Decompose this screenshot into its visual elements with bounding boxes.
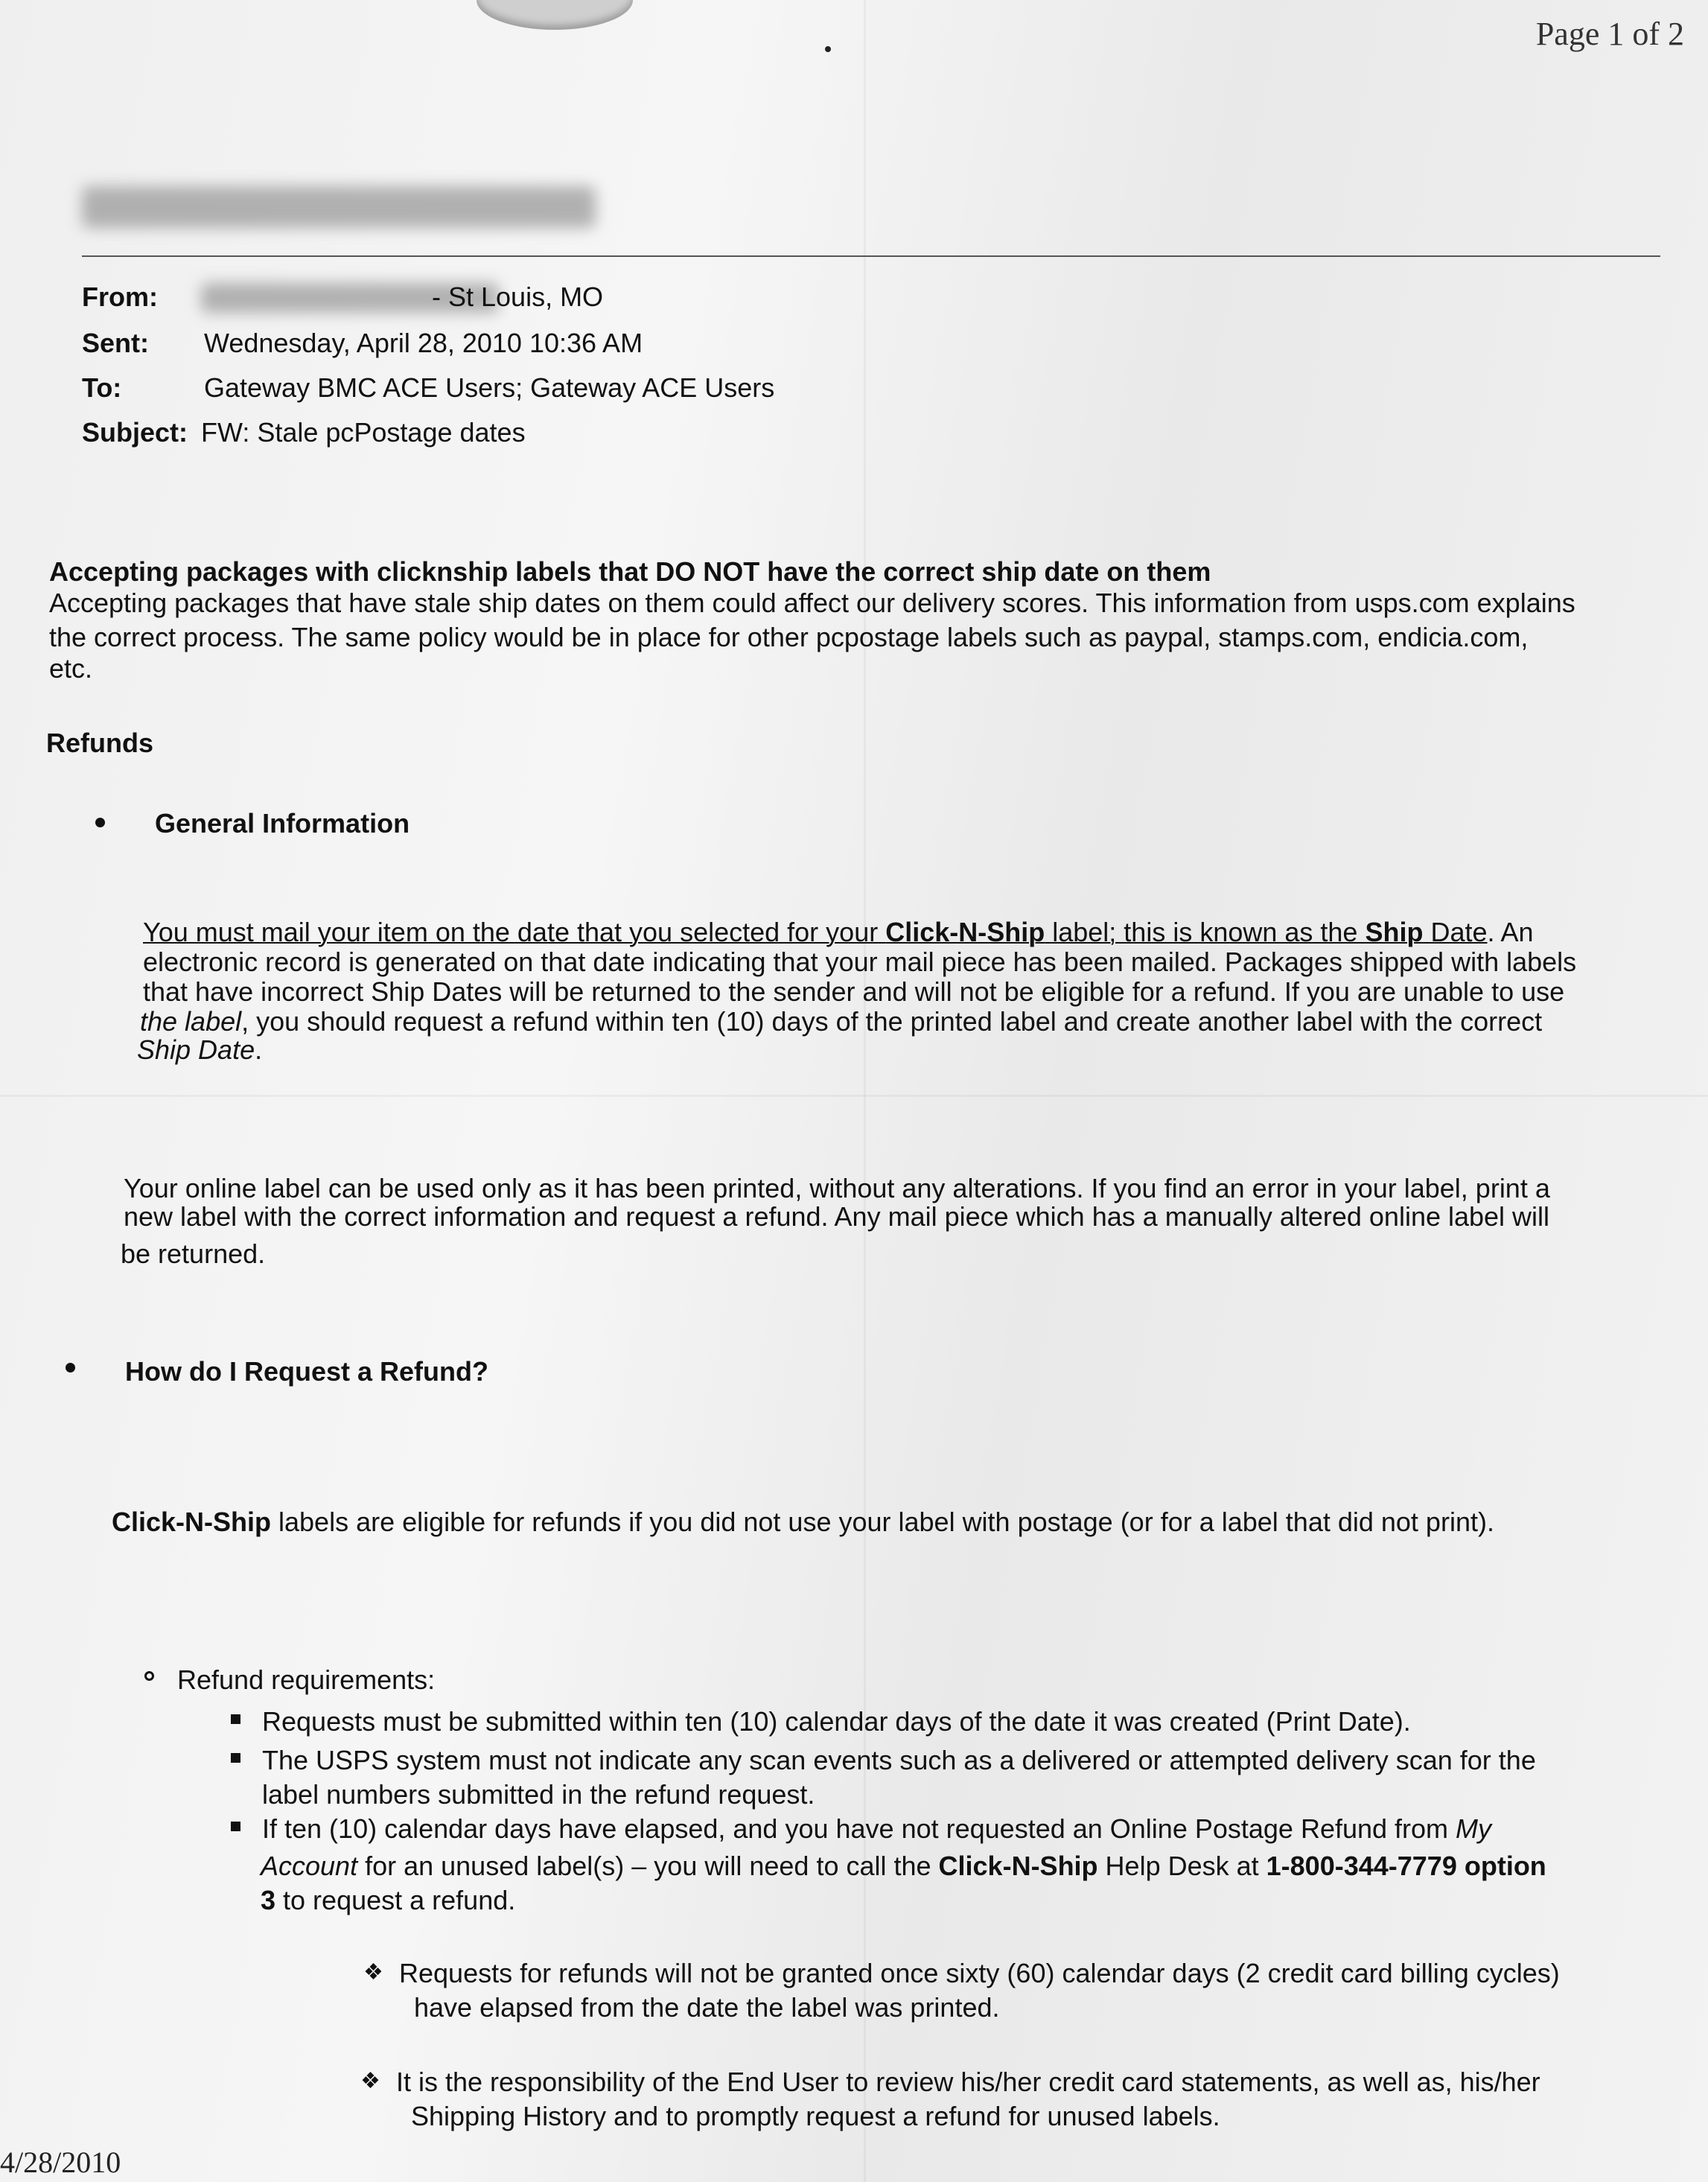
sent-label: Sent: — [82, 328, 149, 358]
fold-crease-horizontal — [0, 1095, 1708, 1097]
general-info-heading: General Information — [155, 808, 410, 839]
general-p2-line-1: Your online label can be used only as it has been printed, without any alterations. If you find an error in your label, print a — [124, 1173, 1550, 1203]
requirements-label: Refund requirements: — [177, 1664, 436, 1695]
from-value: - St Louis, MO — [432, 282, 604, 312]
requirement-1: Requests must be submitted within ten (10) calendar days of the date it was created (Print Date). — [262, 1706, 1411, 1737]
bullet-icon — [95, 818, 105, 827]
intro-heading: Accepting packages with clicknship labels that DO NOT have the correct ship date on them — [49, 556, 1211, 587]
note-1-line-1: Requests for refunds will not be granted once sixty (60) calendar days (2 credit card billing cycles) — [399, 1958, 1560, 1988]
general-p1-line-4: the label, you should request a refund within ten (10) days of the printed label and create another label with the correct — [140, 1006, 1543, 1037]
refunds-heading: Refunds — [46, 728, 153, 758]
note-2-line-1: It is the responsibility of the End User to review his/her credit card statements, as well as, his/her — [396, 2067, 1540, 2097]
date-stamp: 4/28/2010 — [0, 2146, 121, 2179]
square-bullet-icon — [231, 1714, 240, 1724]
general-p1-line-3: that have incorrect Ship Dates will be returned to the sender and will not be eligible for a refund. If you are unable to use — [143, 976, 1565, 1007]
requirement-2-line-2: label numbers submitted in the refund request. — [262, 1779, 815, 1810]
square-bullet-icon — [231, 1822, 240, 1831]
square-bullet-icon — [231, 1753, 240, 1763]
page-number: Page 1 of 2 — [1535, 16, 1684, 52]
open-bullet-icon — [144, 1671, 154, 1681]
requirement-2-line-1: The USPS system must not indicate any scan events such as a delivered or attempted delivery scan for the — [262, 1745, 1536, 1775]
from-label: From: — [82, 282, 158, 312]
general-p1-line-2: electronic record is generated on that date indicating that your mail piece has been mailed. Packages shipped with labels — [143, 947, 1577, 977]
general-p1-line-1: You must mail your item on the date that you selected for your Click-N-Ship label; this is known as the Ship Date. An — [143, 917, 1534, 947]
subject-value: FW: Stale pcPostage dates — [201, 417, 526, 448]
ink-speck — [825, 46, 831, 52]
header-sent — [82, 328, 643, 359]
requirement-3-line-3: 3 to request a refund. — [261, 1885, 516, 1915]
to-label: To: — [82, 372, 122, 403]
requirement-3-line-1: If ten (10) calendar days have elapsed, and you have not requested an Online Postage Refund from My — [262, 1813, 1492, 1844]
intro-line-1: Accepting packages that have stale ship dates on them could affect our delivery scores. This information from usps.com explains — [49, 588, 1575, 618]
paper-tear — [477, 0, 633, 30]
header-from — [82, 282, 604, 313]
requirement-3-line-2: Account for an unused label(s) – you will need to call the Click-N-Ship Help Desk at 1-800-344-7779 option — [261, 1851, 1546, 1881]
general-p2-line-2: new label with the correct information and request a refund. Any mail piece which has a manually altered online label will — [124, 1201, 1550, 1232]
diamond-bullet-icon: ❖ — [360, 2069, 380, 2093]
subject-label: Subject: — [82, 417, 188, 448]
header-divider — [82, 255, 1660, 257]
bullet-icon — [66, 1363, 75, 1373]
request-heading: How do I Request a Refund? — [125, 1356, 489, 1387]
header-subject — [82, 417, 526, 448]
general-p2-line-3: be returned. — [121, 1238, 266, 1269]
header-to — [82, 372, 775, 404]
eligibility-text: Click-N-Ship labels are eligible for refunds if you did not use your label with postage (or for a label that did not print). — [112, 1507, 1494, 1537]
note-2-line-2: Shipping History and to promptly request a refund for unused labels. — [411, 2101, 1220, 2131]
note-1-line-2: have elapsed from the date the label was printed. — [414, 1992, 1000, 2023]
intro-line-3: etc. — [49, 653, 93, 684]
general-p1-line-5: Ship Date. — [137, 1034, 263, 1065]
diamond-bullet-icon: ❖ — [363, 1960, 383, 1985]
sent-value: Wednesday, April 28, 2010 10:36 AM — [204, 328, 643, 358]
redacted-sender-name — [82, 186, 596, 228]
to-value: Gateway BMC ACE Users; Gateway ACE Users — [204, 372, 775, 403]
intro-line-2: the correct process. The same policy would be in place for other pcpostage labels such as paypal, stamps.com, endicia.com, — [49, 622, 1529, 652]
